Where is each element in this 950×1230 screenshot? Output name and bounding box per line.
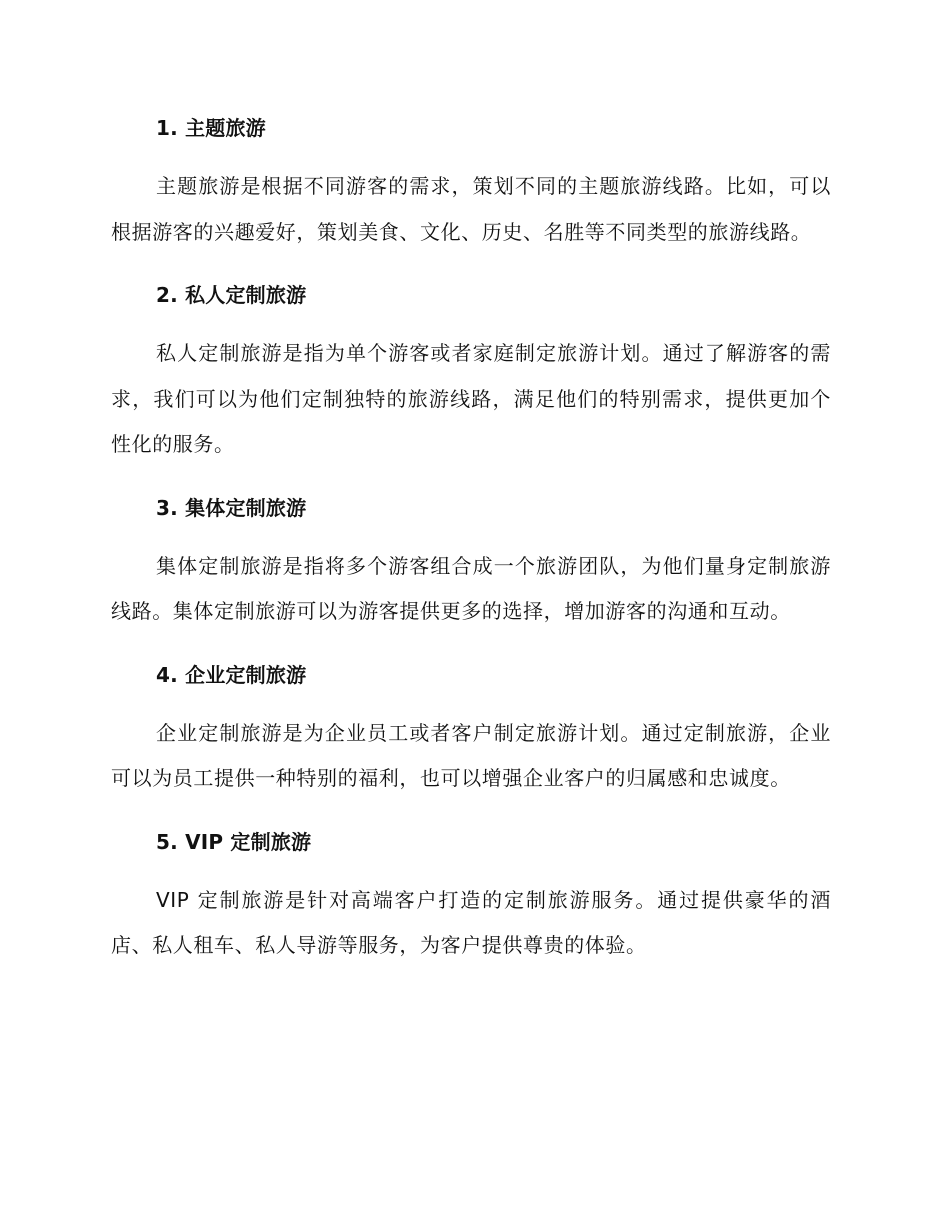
section-paragraph: VIP 定制旅游是针对高端客户打造的定制旅游服务。通过提供豪华的酒店、私人租车、私人导游等服务，为客户提供尊贵的体验。	[111, 887, 831, 957]
section-paragraph: 主题旅游是根据不同游客的需求，策划不同的主题旅游线路。比如，可以根据游客的兴趣爱好，策划美食、文化、历史、名胜等不同类型的旅游线路。	[111, 174, 831, 244]
section-group-custom-travel	[111, 490, 831, 635]
section-vip-custom-travel	[111, 824, 831, 969]
section-heading: 5. VIP 定制旅游	[156, 829, 312, 854]
section-heading: 4. 企业定制旅游	[156, 662, 307, 687]
section-corporate-custom-travel	[111, 657, 831, 802]
section-heading: 3. 集体定制旅游	[156, 495, 307, 520]
section-private-custom-travel	[111, 277, 831, 468]
section-paragraph: 集体定制旅游是指将多个游客组合成一个旅游团队，为他们量身定制旅游线路。集体定制旅游可以为游客提供更多的选择，增加游客的沟通和互动。	[111, 553, 831, 623]
section-heading: 2. 私人定制旅游	[156, 283, 307, 307]
section-paragraph: 私人定制旅游是指为单个游客或者家庭制定旅游计划。通过了解游客的需求，我们可以为他们定制独特的旅游线路，满足他们的特别需求，提供更加个性化的服务。	[111, 341, 831, 456]
section-theme-travel	[111, 110, 831, 255]
document-content	[111, 110, 831, 991]
section-heading: 1. 主题旅游	[156, 116, 266, 140]
section-paragraph: 企业定制旅游是为企业员工或者客户制定旅游计划。通过定制旅游，企业可以为员工提供一种特别的福利，也可以增强企业客户的归属感和忠诚度。	[111, 720, 831, 790]
